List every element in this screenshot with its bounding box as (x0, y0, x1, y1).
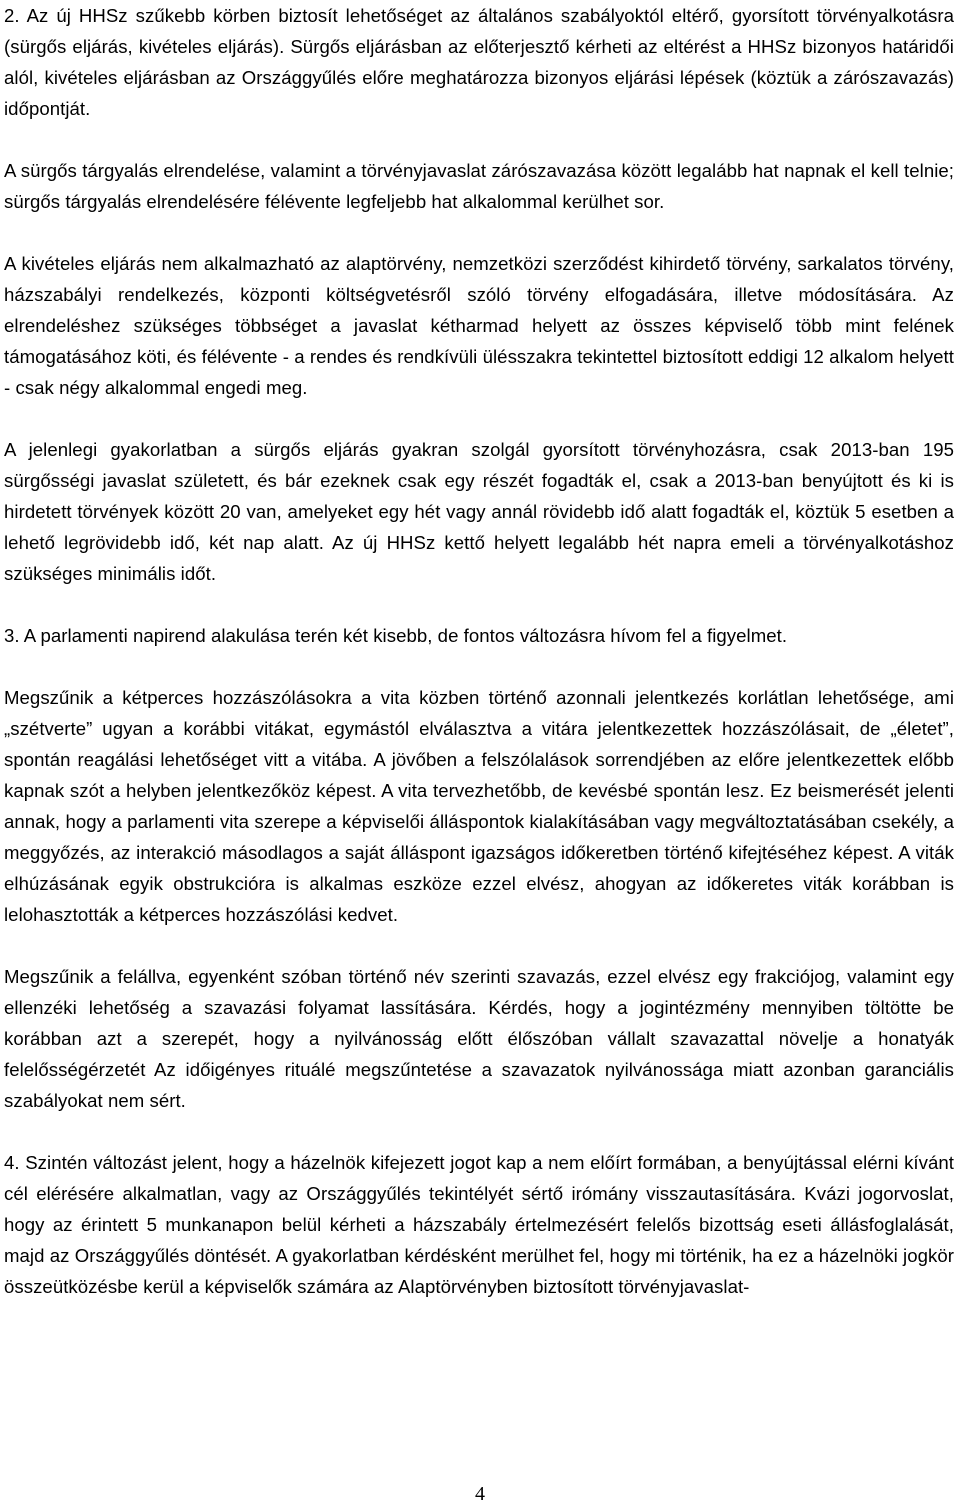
paragraph-speaker-rights: 4. Szintén változást jelent, hogy a házelnök kifejezett jogot kap a nem előírt formában, a benyújtással elérni kívánt cél elérésére alkalmatlan, vagy az Országgyűlés tekintélyét sértő irómány visszautasítására. Kvázi jogorvoslat, hogy az érintett 5 munkanapon belül kérheti a házszabály értelmezésért felelős bizottság eseti állásfoglalását, majd az Országgyűlés döntését. A gyakorlatban kérdésként merülhet fel, hogy mi történik, ha ez a házelnöki jogkör összeütközésbe kerül a képviselők számára az Alaptörvényben biztosított törvényjavaslat- (4, 1152, 954, 1297)
paragraph-urgent-hearing: A sürgős tárgyalás elrendelése, valamint a törvényjavaslat zárószavazása között legalább hat napnak el kell telnie; sürgős tárgyalás elrendelésére félévente legfeljebb hat alkalommal kerülhet sor. (4, 160, 954, 212)
paragraph-agenda-changes: 3. A parlamenti napirend alakulása terén két kisebb, de fontos változásra hívom fel a figyelmet. (4, 625, 788, 646)
document-body (4, 0, 954, 1333)
paragraph-two-minute-comments: Megszűnik a kétperces hozzászólásokra a vita közben történő azonnali jelentkezés korlátlan lehetősége, ami „szétverte” ugyan a korábbi vitákat, egymástól elválasztva a vitára jelentkezettek hozzászólásait, de „életet”, spontán reagálási lehetőséget vitt a vitába. A jövőben a felszólalások sorrendjében az előre jelentkezettek előbb kapnak szót a helyben jelentkezőköz képest. A vita tervezhetőbb, de kevésbé spontán lesz. Ez beismerését jelenti annak, hogy a parlamenti vita szerepe a képviselői álláspontok kialakításában vagy megváltoztatásában csekély, a meggyőzés, az interakció másodlagos a saját álláspont igazságos időkeretben történő kifejtéséhez képest. A viták elhúzásának egyik obstrukcióra is alkalmas eszköze ezzel elvész, ahogyan az időkeretes viták korábban is lelohasztották a kétperces hozzászólási kedvet. (4, 687, 954, 925)
paragraph-urgent-procedure: 2. Az új HHSz szűkebb körben biztosít lehetőséget az általános szabályoktól eltérő, gyorsított törvényalkotásra (sürgős eljárás, kivételes eljárás). Sürgős eljárásban az előterjesztő kérheti az eltérést a HHSz bizonyos határidői alól, kivételes eljárásban az Országgyűlés előre meghatározza bizonyos eljárási lépések (köztük a zárószavazás) időpontját. (4, 5, 954, 119)
paragraph-current-practice: A jelenlegi gyakorlatban a sürgős eljárás gyakran szolgál gyorsított törvényhozásra, csak 2013-ban 195 sürgősségi javaslat született, és bár ezeknek csak egy részét fogadták el, csak a 2013-ban benyújtott és ki is hirdetett törvények között 20 van, amelyeket egy hét vagy annál rövidebb idő alatt fogadták el, köztük 5 esetben a lehető legrövidebb idő, két nap alatt. Az új HHSz kettő helyett legalább hét napra emeli a törvényalkotáshoz szükséges minimális időt. (4, 439, 954, 584)
paragraph-roll-call-vote: Megszűnik a felállva, egyenként szóban történő név szerinti szavazás, ezzel elvész egy frakciójog, valamint egy ellenzéki lehetőség a szavazási folyamat lassítására. Kérdés, hogy a jogintézmény mennyiben töltötte be korábban azt a szerepét, hogy a nyilvánosság előtt élőszóban vállalt szavazattal növelje a honatyák felelősségérzetét Az időigényes rituálé megszűntetése a szavazatok nyilvánossága miatt azonban garanciális szabályokat nem sért. (4, 966, 954, 1111)
page-number: 4 (475, 1483, 485, 1505)
paragraph-exceptional-procedure: A kivételes eljárás nem alkalmazható az alaptörvény, nemzetközi szerződést kihirdető törvény, sarkalatos törvény, házszabályi rendelkezés, központi költségvetésről szóló törvény elfogadására, illetve módosítására. Az elrendeléshez szükséges többséget a javaslat kétharmad helyett az összes képviselő több mint felének támogatásához köti, és félévente - a rendes és rendkívüli ülésszakra tekintettel biztosított eddigi 12 alkalom helyett - csak négy alkalommal engedi meg. (4, 253, 954, 398)
